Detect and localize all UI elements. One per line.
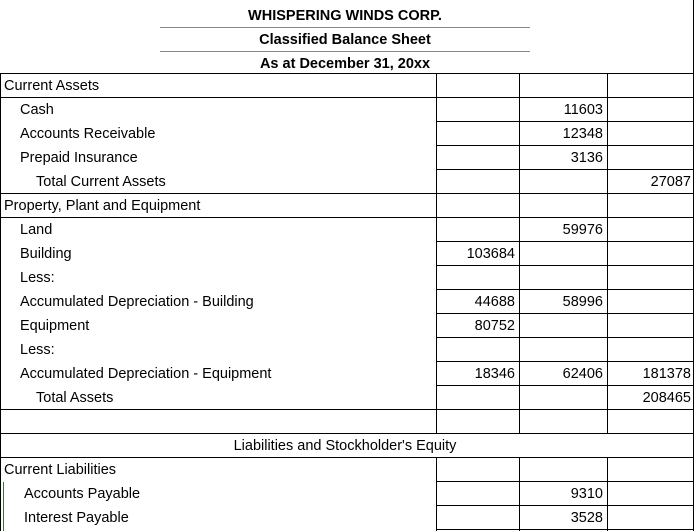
row-label: Property, Plant and Equipment bbox=[4, 198, 201, 214]
amount-cell: 58996 bbox=[562, 294, 603, 310]
row-label: Current Assets bbox=[4, 78, 100, 94]
amount-cell: 11603 bbox=[563, 102, 603, 118]
liabilities-section-title: Liabilities and Stockholder's Equity bbox=[233, 438, 457, 454]
row-label: Land bbox=[20, 222, 53, 238]
row-less-2 bbox=[0, 338, 694, 362]
amount-cell: 44688 bbox=[474, 294, 515, 310]
row-label: Less: bbox=[20, 342, 55, 358]
amount-cell: 103684 bbox=[466, 246, 515, 262]
row-label: Total Assets bbox=[36, 390, 114, 406]
row-prepaid-insurance bbox=[0, 146, 694, 170]
row-label: Current Liabilities bbox=[4, 462, 117, 478]
row-blank bbox=[0, 410, 694, 434]
amount-cell: 18346 bbox=[474, 366, 515, 382]
row-accounts-receivable bbox=[0, 122, 694, 146]
amount-cell: 3528 bbox=[570, 510, 603, 526]
amount-cell: 3136 bbox=[570, 150, 603, 166]
row-label: Accounts Payable bbox=[24, 486, 141, 502]
amount-cell: 62406 bbox=[562, 366, 603, 382]
row-accounts-payable bbox=[0, 482, 694, 506]
amount-cell: 9310 bbox=[570, 486, 603, 502]
row-ppe bbox=[0, 194, 694, 218]
row-less-1 bbox=[0, 266, 694, 290]
row-equipment bbox=[0, 314, 694, 338]
row-label: Building bbox=[20, 246, 72, 262]
amount-cell: 12348 bbox=[562, 126, 603, 142]
row-building bbox=[0, 242, 694, 266]
row-total-current-assets bbox=[0, 170, 694, 194]
row-label: Interest Payable bbox=[24, 510, 129, 526]
row-cash bbox=[0, 98, 694, 122]
row-label bbox=[4, 410, 412, 434]
statement-title: Classified Balance Sheet bbox=[259, 32, 431, 48]
row-label: Accumulated Depreciation - Equipment bbox=[20, 366, 272, 382]
statement-date: As at December 31, 20xx bbox=[259, 56, 431, 72]
row-label: Accounts Receivable bbox=[20, 126, 156, 142]
amount-cell: 80752 bbox=[474, 318, 515, 334]
row-current-liabilities bbox=[0, 458, 694, 482]
row-accum-dep-equipment bbox=[0, 362, 694, 386]
row-land bbox=[0, 218, 694, 242]
row-label: Equipment bbox=[20, 318, 90, 334]
row-accum-dep-building bbox=[0, 290, 694, 314]
amount-cell: 208465 bbox=[642, 390, 691, 406]
amount-cell: 181378 bbox=[642, 366, 691, 382]
amount-cell: 27087 bbox=[650, 174, 691, 190]
row-label: Total Current Assets bbox=[36, 174, 166, 190]
row-total-assets bbox=[0, 386, 694, 410]
row-label: Cash bbox=[20, 102, 54, 118]
row-label: Less: bbox=[20, 270, 55, 286]
row-interest-payable bbox=[0, 506, 694, 530]
row-label: Accumulated Depreciation - Building bbox=[20, 294, 254, 310]
row-current-assets bbox=[0, 74, 694, 98]
amount-cell: 59976 bbox=[562, 222, 603, 238]
row-label: Prepaid Insurance bbox=[20, 150, 138, 166]
company-name: WHISPERING WINDS CORP. bbox=[248, 8, 442, 24]
